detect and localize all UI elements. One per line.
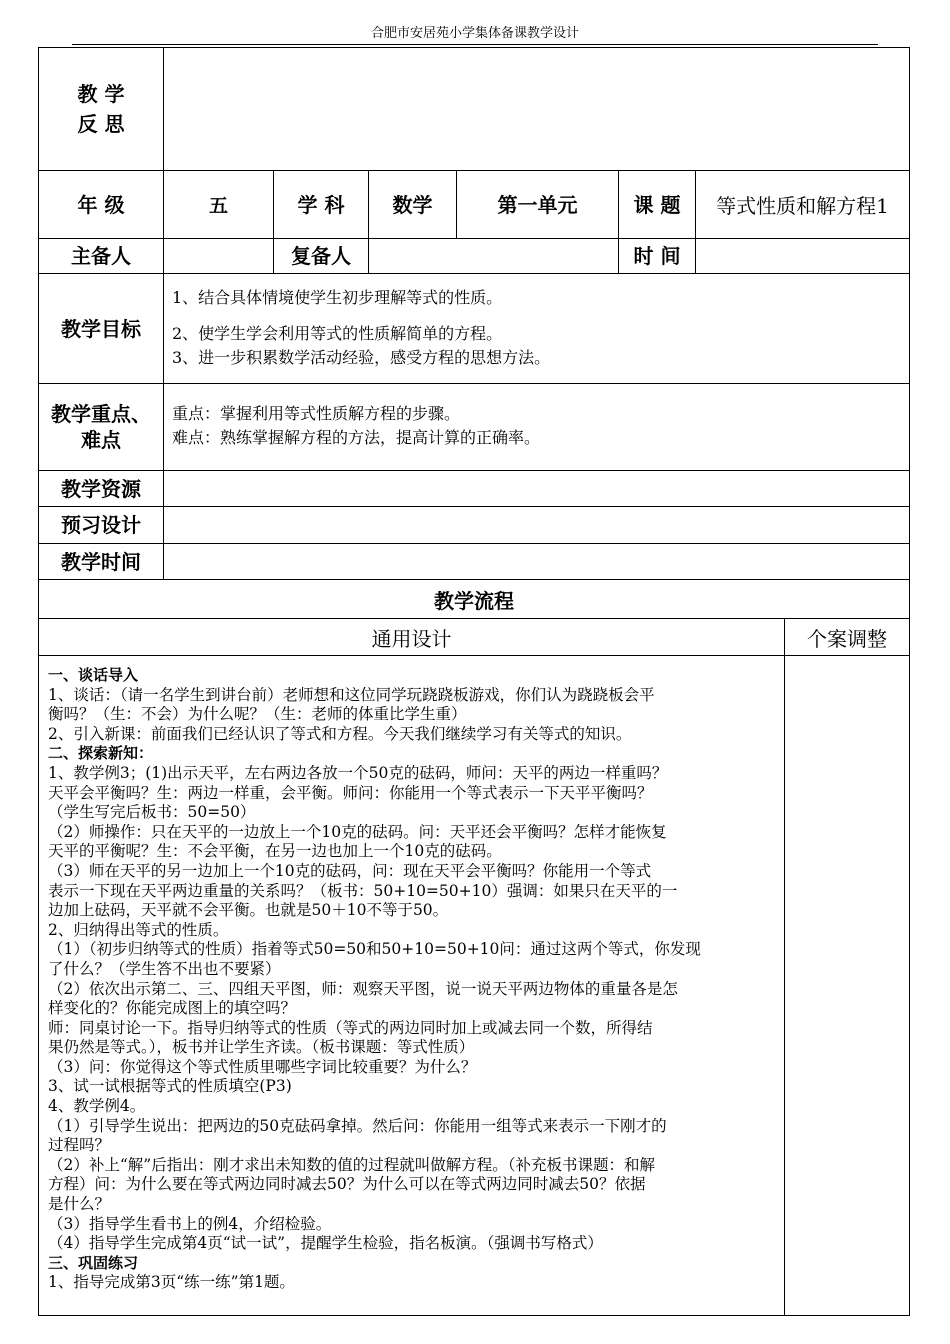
topic-label: 课 题 bbox=[619, 171, 696, 239]
reflection-label-line1: 教 学 bbox=[77, 82, 125, 106]
preparer-row bbox=[39, 239, 910, 274]
process-header-row bbox=[39, 619, 910, 656]
grade-label: 年 级 bbox=[39, 171, 164, 239]
preview-value[interactable] bbox=[164, 507, 910, 544]
section-heading: 一、谈话导入 bbox=[48, 666, 139, 684]
difficulty-point: 难点：熟练掌握解方程的方法，提高计算的正确率。 bbox=[172, 428, 541, 447]
process-title: 教学流程 bbox=[39, 580, 910, 619]
process-title-row bbox=[39, 580, 910, 619]
content-line: 样变化的？你能完成图上的填空吗？ bbox=[48, 999, 297, 1018]
subject-value: 数学 bbox=[369, 171, 457, 239]
content-line: （2）依次出示第二、三、四组天平图，师：观察天平图，说一说天平两边物体的重量各是怎 bbox=[48, 979, 678, 998]
goal-item: 2、使学生学会利用等式的性质解简单的方程。 bbox=[172, 324, 503, 343]
preparer-value[interactable] bbox=[164, 239, 274, 274]
content-line: 边加上砝码，天平就不会平衡。也就是50＋10不等于50。 bbox=[48, 901, 449, 920]
goals-row bbox=[39, 274, 910, 384]
duration-value[interactable] bbox=[164, 544, 910, 580]
content-line: 1、教学例3；(1)出示天平，左右两边各放一个50克的砝码，师问：天平的两边一样重吗？ bbox=[48, 763, 668, 782]
resources-value[interactable] bbox=[164, 471, 910, 507]
preview-label: 预习设计 bbox=[39, 507, 164, 544]
reviewer-label: 复备人 bbox=[274, 239, 369, 274]
content-line: 3、试一试根据等式的性质填空(P3) bbox=[48, 1077, 292, 1096]
content-line: 4、教学例4。 bbox=[48, 1097, 146, 1116]
focus-row bbox=[39, 384, 910, 471]
duration-row bbox=[39, 544, 910, 580]
reflection-row bbox=[39, 48, 910, 171]
goal-item: 1、结合具体情境使学生初步理解等式的性质。 bbox=[172, 288, 503, 307]
content-line: （3）指导学生看书上的例4，介绍检验。 bbox=[48, 1214, 332, 1233]
content-line: 天平会平衡吗？生：两边一样重，会平衡。师问：你能用一个等式表示一下天平平衡吗？ bbox=[48, 783, 653, 802]
time-value[interactable] bbox=[696, 239, 910, 274]
content-line: （2）补上“解”后指出：刚才求出未知数的值的过程就叫做解方程。（补充板书课题：和解 bbox=[48, 1155, 655, 1174]
info-row bbox=[39, 171, 910, 239]
process-body-row bbox=[39, 656, 910, 1316]
goals-content bbox=[164, 274, 910, 384]
document-header: 合肥市安居苑小学集体备课教学设计 bbox=[370, 26, 579, 41]
time-label: 时 间 bbox=[619, 239, 696, 274]
preparer-label: 主备人 bbox=[39, 239, 164, 274]
content-line: 2、引入新课：前面我们已经认识了等式和方程。今天我们继续学习有关等式的知识。 bbox=[48, 724, 632, 743]
reflection-label-line2: 反 思 bbox=[77, 112, 125, 136]
duration-label: 教学时间 bbox=[39, 544, 164, 580]
preview-row bbox=[39, 507, 910, 544]
content-line: 了什么？（学生答不出也不要紧） bbox=[48, 959, 281, 978]
unit-value: 第一单元 bbox=[457, 171, 619, 239]
content-line: 方程）问：为什么要在等式两边同时减去50？为什么可以在等式两边同时减去50？依据 bbox=[48, 1175, 646, 1194]
content-line: 过程吗？ bbox=[48, 1136, 111, 1155]
content-line: （3）师在天平的另一边加上一个10克的砝码，问：现在天平会平衡吗？你能用一个等式 bbox=[48, 861, 652, 880]
general-design-header: 通用设计 bbox=[39, 619, 785, 656]
content-line: 表示一下现在天平两边重量的关系吗？（板书：50+10=50+10）强调：如果只在天平的一 bbox=[48, 881, 678, 900]
reflection-label bbox=[39, 48, 164, 171]
reflection-value[interactable] bbox=[164, 48, 910, 171]
resources-row bbox=[39, 471, 910, 507]
general-design-content bbox=[39, 656, 785, 1316]
adjustment-header: 个案调整 bbox=[785, 619, 910, 656]
content-line: 1、指导完成第3页“练一练”第1题。 bbox=[48, 1273, 295, 1292]
key-point: 重点：掌握利用等式性质解方程的步骤。 bbox=[172, 404, 461, 423]
content-line: 天平的平衡呢？生：不会平衡，在另一边也加上一个10克的砝码。 bbox=[48, 842, 502, 861]
content-line: 果仍然是等式。），板书并让学生齐读。（板书课题：等式性质） bbox=[48, 1038, 475, 1057]
focus-label-line2: 难点 bbox=[81, 428, 121, 452]
grade-value: 五 bbox=[164, 171, 274, 239]
header-divider bbox=[72, 44, 878, 45]
resources-label: 教学资源 bbox=[39, 471, 164, 507]
content-line: （学生写完后板书：50=50） bbox=[48, 803, 256, 822]
content-line: （4）指导学生完成第4页“试一试”，提醒学生检验，指名板演。（强调书写格式） bbox=[48, 1234, 603, 1253]
content-line: 2、归纳得出等式的性质。 bbox=[48, 920, 229, 939]
focus-label-line1: 教学重点、 bbox=[51, 402, 151, 426]
content-line: （2）师操作：只在天平的一边放上一个10克的砝码。问：天平还会平衡吗？怎样才能恢复 bbox=[48, 822, 667, 841]
subject-label: 学 科 bbox=[274, 171, 369, 239]
section-heading: 二、探索新知： bbox=[48, 744, 154, 763]
content-line: 师：同桌讨论一下。指导归纳等式的性质（等式的两边同时加上或减去同一个数，所得结 bbox=[48, 1018, 653, 1037]
goal-item: 3、进一步积累数学活动经验，感受方程的思想方法。 bbox=[172, 348, 551, 367]
content-line: 衡吗？（生：不会）为什么呢？（生：老师的体重比学生重） bbox=[48, 705, 467, 724]
focus-content bbox=[164, 384, 910, 471]
section-heading: 三、巩固练习 bbox=[48, 1253, 139, 1272]
adjustment-content[interactable] bbox=[785, 656, 910, 1316]
content-line: （1）（初步归纳等式的性质）指着等式50=50和50+10=50+10问：通过这两个等式，你发现 bbox=[48, 940, 701, 959]
content-line: （1）引导学生说出：把两边的50克砝码拿掉。然后问：你能用一组等式来表示一下刚才的 bbox=[48, 1116, 667, 1135]
reviewer-value[interactable] bbox=[369, 239, 619, 274]
content-line: 1、谈话：（请一名学生到讲台前）老师想和这位同学玩跷跷板游戏，你们认为跷跷板会平 bbox=[48, 685, 655, 704]
lesson-plan-table bbox=[38, 47, 910, 1316]
focus-label bbox=[39, 384, 164, 471]
goals-label: 教学目标 bbox=[39, 274, 164, 384]
topic-value: 等式性质和解方程1 bbox=[696, 171, 910, 239]
content-line: 是什么？ bbox=[48, 1195, 111, 1214]
content-line: （3）问：你觉得这个等式性质里哪些字词比较重要？为什么？ bbox=[48, 1057, 477, 1076]
